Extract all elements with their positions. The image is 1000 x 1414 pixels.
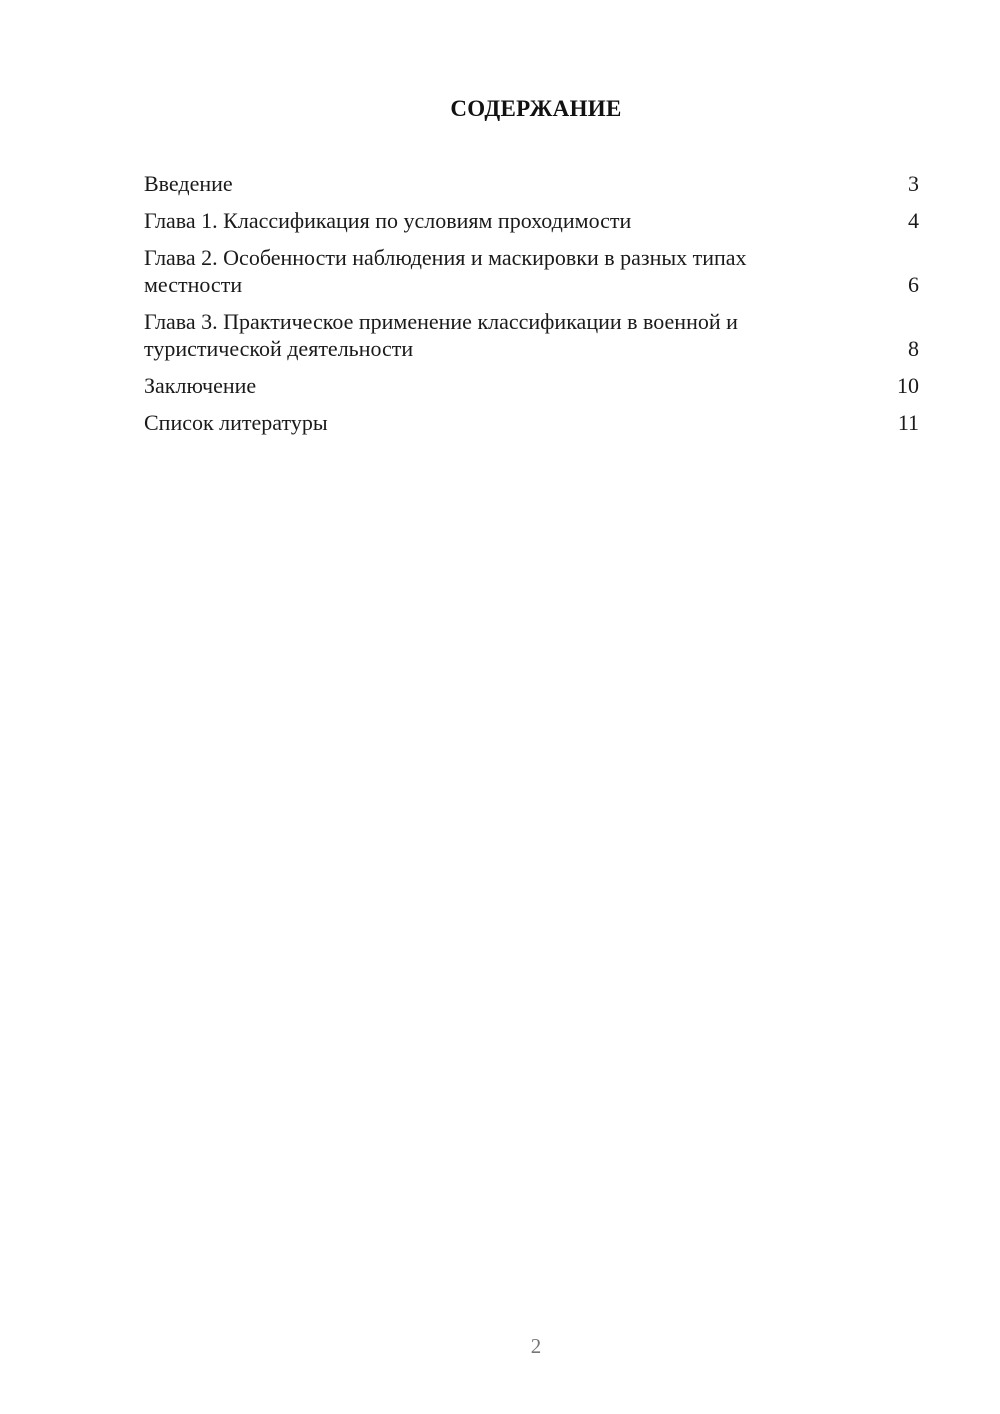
toc-entry-page: 3 — [908, 171, 919, 196]
toc-entry-text: Глава 1. Классификация по условиям проходимости — [144, 208, 632, 233]
toc-entry-introduction[interactable] — [144, 170, 919, 197]
toc-entry-text: Список литературы — [144, 410, 328, 435]
toc-entry-text: Введение — [144, 171, 233, 196]
toc-entry-page: 11 — [897, 410, 919, 435]
toc-entry-text: Глава 2. Особенности наблюдения и маскировки в разных типах местности — [144, 245, 747, 297]
toc-entry-chapter-3[interactable] — [144, 308, 919, 362]
toc-entry-text: Заключение — [144, 373, 257, 398]
toc-entry-chapter-2[interactable] — [144, 244, 919, 298]
page-number: 2 — [530, 1334, 542, 1358]
toc-entry-page: 6 — [908, 272, 919, 297]
toc-entry-text: Глава 3. Практическое применение классификации в военной и туристической деятельности — [144, 309, 738, 361]
table-of-contents — [144, 170, 919, 446]
toc-entry-page: 8 — [908, 336, 919, 361]
toc-title: СОДЕРЖАНИЕ — [450, 96, 622, 121]
toc-entry-chapter-1[interactable] — [144, 207, 919, 234]
toc-entry-page: 4 — [908, 208, 919, 233]
toc-entry-bibliography[interactable] — [144, 409, 919, 436]
toc-entry-conclusion[interactable] — [144, 372, 919, 399]
toc-entry-page: 10 — [897, 373, 919, 398]
